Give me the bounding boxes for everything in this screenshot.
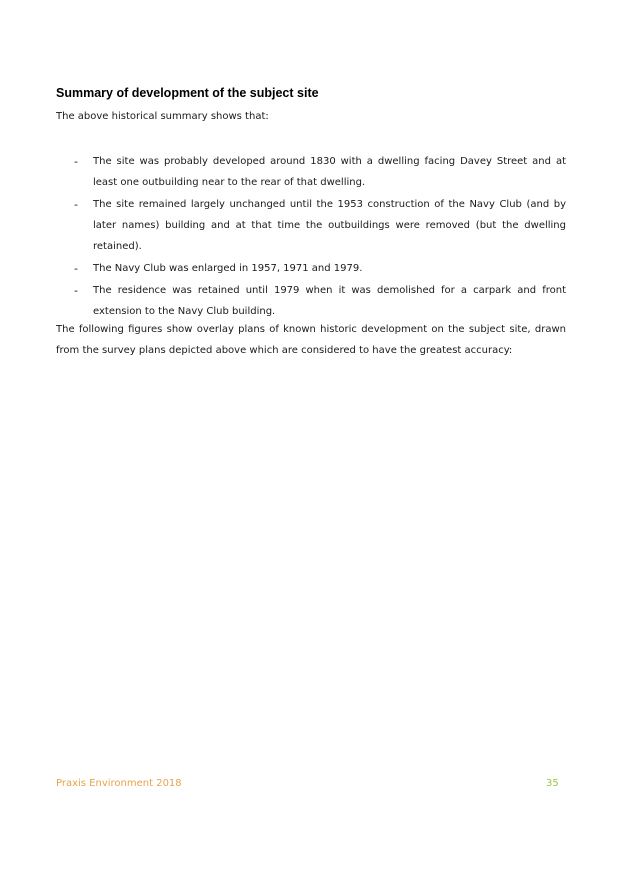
bullet-marker: - <box>74 262 78 275</box>
list-item-text: The Navy Club was enlarged in 1957, 1971 and 1979. <box>93 263 363 274</box>
list-item-text: The site was probably developed around 1830 with a dwelling facing Davey Street and at least one outbuilding near to the rear of that dwelling. <box>93 156 566 188</box>
closing-paragraph: The following figures show overlay plans of known historic development on the subject site, drawn from the survey plans depicted above which are considered to have the greatest accuracy: <box>56 324 566 356</box>
summary-list <box>56 151 566 323</box>
section-heading: Summary of development of the subject site <box>56 86 319 100</box>
bullet-marker: - <box>74 155 78 168</box>
page-number: 35 <box>546 778 559 789</box>
list-item-text: The site remained largely unchanged until the 1953 construction of the Navy Club (and by later names) building and at that time the outbuildings were removed (but the dwelling retained). <box>93 199 566 252</box>
list-item <box>56 151 566 193</box>
footer-organisation: Praxis Environment 2018 <box>56 778 182 789</box>
bullet-marker: - <box>74 198 78 211</box>
list-item <box>56 194 566 257</box>
bullet-marker: - <box>74 284 78 297</box>
intro-paragraph: The above historical summary shows that: <box>56 111 269 122</box>
list-item <box>56 280 566 322</box>
list-item-text: The residence was retained until 1979 when it was demolished for a carpark and front extension to the Navy Club building. <box>93 285 566 317</box>
list-item <box>56 258 566 279</box>
